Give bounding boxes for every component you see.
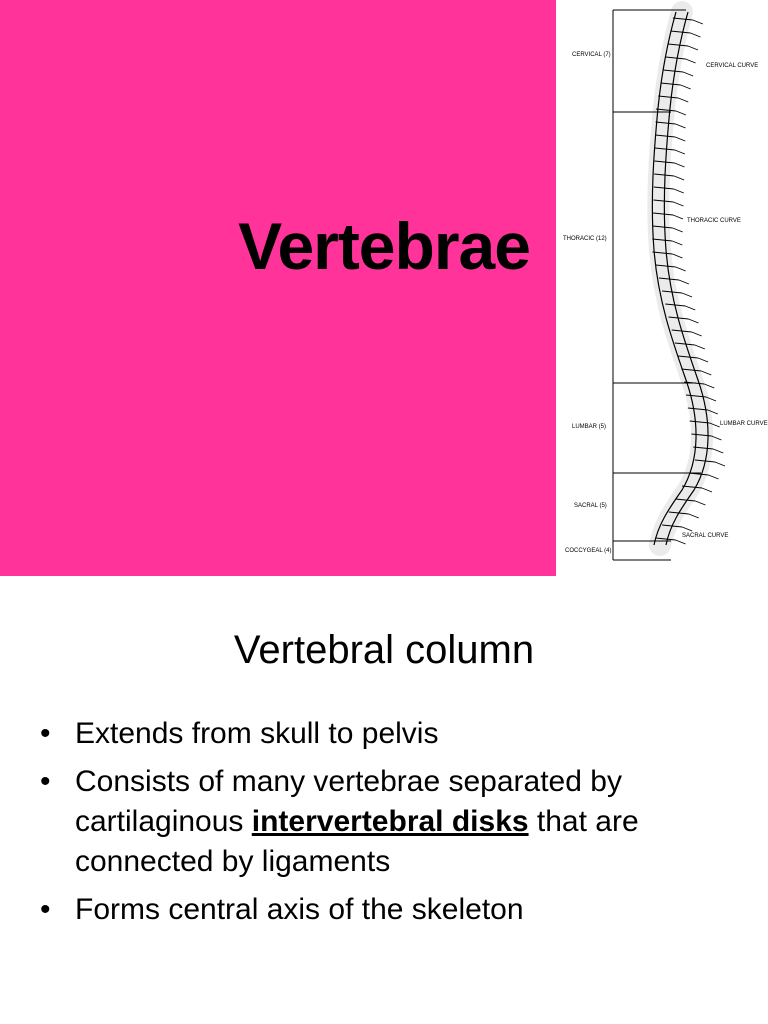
label-cervical-curve: CERVICAL CURVE [706,63,759,69]
vertebra-process-line [674,176,684,180]
bullet-marker: • [40,765,51,798]
vertebra-process-line [688,319,698,323]
vertebra-process-line [698,358,708,362]
vertebra-process-line [695,501,705,505]
slide-title-text: Vertebrae [238,209,530,283]
vertebra-process-line [682,527,692,531]
label-lumbar: LUMBAR (5) [572,424,607,430]
vertebra-process-line [701,371,711,375]
spine-diagram [556,0,768,576]
vertebra-process-line [713,449,723,453]
vertebra-process-line [683,72,693,76]
vertebra-process-line [681,85,691,89]
vertebra-process-line [672,241,682,245]
bullet-item [40,890,740,930]
vertebra-process-line [673,215,683,219]
bullet-text-after: that are connected by ligaments [75,805,639,878]
vertebra-process-line [695,345,705,349]
vertebra-process-line [674,189,684,193]
bullet-marker: • [40,717,51,750]
vertebra-process-line [676,111,686,115]
vertebra-process-line [675,150,685,154]
label-thoracic-curve: THORACIC CURVE [687,218,741,224]
vertebra-process-line [715,462,725,466]
vertebra-process-line [685,306,695,310]
bullet-text-before: Consists of many vertebrae separated by cartilaginous [75,765,622,838]
vertebra-process-line [702,488,712,492]
bullet-item [40,762,740,882]
vertebra-process-line [673,202,683,206]
vertebra-process-line [678,98,688,102]
label-coccygeal: COCCYGEAL (4) [565,548,612,554]
bullet-text: Forms central axis of the skeleton [75,893,524,926]
vertebra-process-line [676,540,686,544]
vertebra-process-line [676,124,686,128]
slide2-title: Vertebral column [233,628,535,672]
bullet-text: Extends from skull to pelvis [75,717,439,750]
vertebra-process-line [689,514,699,518]
vertebra-process-line [682,293,692,297]
vertebra-process-line [692,332,702,336]
vertebra-process-line [673,228,683,232]
label-lumbar-curve: LUMBAR CURVE [720,421,768,427]
label-cervical: CERVICAL (7) [572,52,611,58]
vertebra-process-line [688,46,698,50]
bullet-list [40,714,740,938]
vertebra-process-line [679,280,689,284]
vertebra-process-line [709,475,719,479]
vertebra-process-line [690,33,700,37]
vertebra-process-line [676,267,686,271]
label-sacral: SACRAL (5) [574,503,607,509]
pink-background-panel [0,0,556,576]
vertebra-process-line [686,59,696,63]
vertebra-process-line [675,163,685,167]
bullet-item [40,714,740,754]
bullet-marker: • [40,893,51,926]
vertebra-process-line [672,254,682,258]
label-thoracic: THORACIC (12) [563,236,607,242]
bullet-emphasis-intervertebral-disks: intervertebral disks [251,805,529,838]
vertebra-process-line [675,137,685,141]
vertebra-process-line [693,20,703,24]
spine-diagram-svg [556,0,768,576]
label-sacral-curve: SACRAL CURVE [682,533,729,539]
